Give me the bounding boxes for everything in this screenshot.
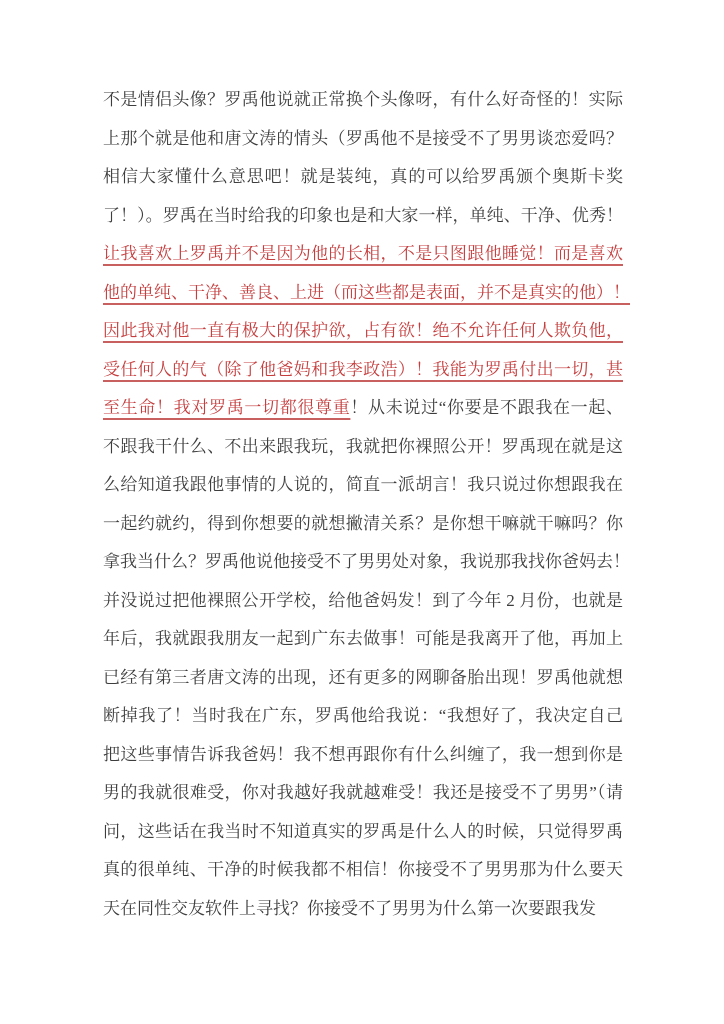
text-segment: ！从未说过“你要是不跟我在一起、 xyxy=(350,398,623,417)
text-line xyxy=(103,158,623,197)
text-line xyxy=(103,543,630,582)
text-line-highlighted xyxy=(103,351,623,390)
text-segment: 了！）。罗禹在当时给我的印象也是和大家一样，单纯、干净、优秀！ xyxy=(103,205,623,225)
text-segment: 断掉我了！当时我在广东，罗禹他给我说：“我想好了，我决定自己 xyxy=(103,706,623,725)
text-line xyxy=(103,736,623,775)
text-line xyxy=(103,851,623,890)
text-line xyxy=(103,81,623,120)
red-underlined-text: 至生命！我对罗禹一切都很尊重 xyxy=(103,398,351,417)
text-line xyxy=(103,505,623,544)
text-line xyxy=(103,197,623,236)
text-line xyxy=(103,466,623,505)
red-underlined-text: 让我喜欢上罗禹并不是因为他的长相，不是只图跟他睡觉！而是喜欢 xyxy=(103,244,623,263)
text-segment: 不是情侣头像？罗禹他说就正常换个头像呀，有什么好奇怪的！实际 xyxy=(103,90,623,109)
text-segment: 相信大家懂什么意思吧！就是装纯，真的可以给罗禹颁个奥斯卡奖 xyxy=(103,167,623,186)
text-line xyxy=(103,582,623,621)
text-segment: 已经有第三者唐文涛的出现，还有更多的网聊备胎出现！罗禹他就想 xyxy=(103,667,623,687)
text-segment: 一起约就约，得到你想要的就想撇清关系？是你想干嘛就干嘛吗？你 xyxy=(103,513,623,533)
text-segment: 年后，我就跟我朋友一起到广东去做事！可能是我离开了他，再加上 xyxy=(103,629,623,648)
red-underlined-text: 受任何人的气（除了他爸妈和我李政浩）！我能为罗禹付出一切，甚 xyxy=(103,359,623,379)
text-line-highlighted xyxy=(103,312,623,351)
text-line xyxy=(103,120,623,159)
text-line xyxy=(103,890,623,929)
text-segment: 天在同性交友软件上寻找？你接受不了男男为什么第一次要跟我发 xyxy=(103,898,596,918)
red-underlined-text: 因此我对他一直有极大的保护欲，占有欲！绝不允许任何人欺负他， xyxy=(103,321,623,340)
text-line xyxy=(103,774,623,813)
text-line xyxy=(103,813,623,852)
text-line-highlighted xyxy=(103,274,630,313)
text-block xyxy=(103,81,630,928)
text-segment: 拿我当什么？罗禹他说他接受不了男男处对象，我说那我找你爸妈去！ xyxy=(103,552,630,571)
text-line xyxy=(103,428,623,467)
text-segment: 男的我就很难受，你对我越好我就越难受！我还是接受不了男男”（请 xyxy=(103,783,623,802)
text-segment: 上那个就是他和唐文涛的情头（罗禹他不是接受不了男男谈恋爱吗？ xyxy=(103,128,623,148)
text-segment: 真的很单纯、干净的时候我都不相信！你接受不了男男那为什么要天 xyxy=(103,860,623,879)
text-segment: 把这些事情告诉我爸妈！我不想再跟你有什么纠缠了，我一想到你是 xyxy=(103,744,623,764)
text-line xyxy=(103,620,623,659)
text-line-highlighted xyxy=(103,235,623,274)
text-segment: 么给知道我跟他事情的人说的，简直一派胡言！我只说过你想跟我在 xyxy=(103,475,623,494)
text-line-mixed xyxy=(103,389,623,428)
text-segment: 问，这些话在我当时不知道真实的罗禹是什么人的时候，只觉得罗禹 xyxy=(103,821,623,841)
text-segment: 不跟我干什么、不出来跟我玩，我就把你裸照公开！罗禹现在就是这 xyxy=(103,436,623,456)
text-segment: 并没说过把他裸照公开学校，给他爸妈发！到了今年 2 月份，也就是 xyxy=(103,590,623,610)
text-line xyxy=(103,697,623,736)
red-underlined-text: 他的单纯、干净、善良、上进（而这些都是表面，并不是真实的他）！ xyxy=(103,282,630,302)
text-line xyxy=(103,659,623,698)
